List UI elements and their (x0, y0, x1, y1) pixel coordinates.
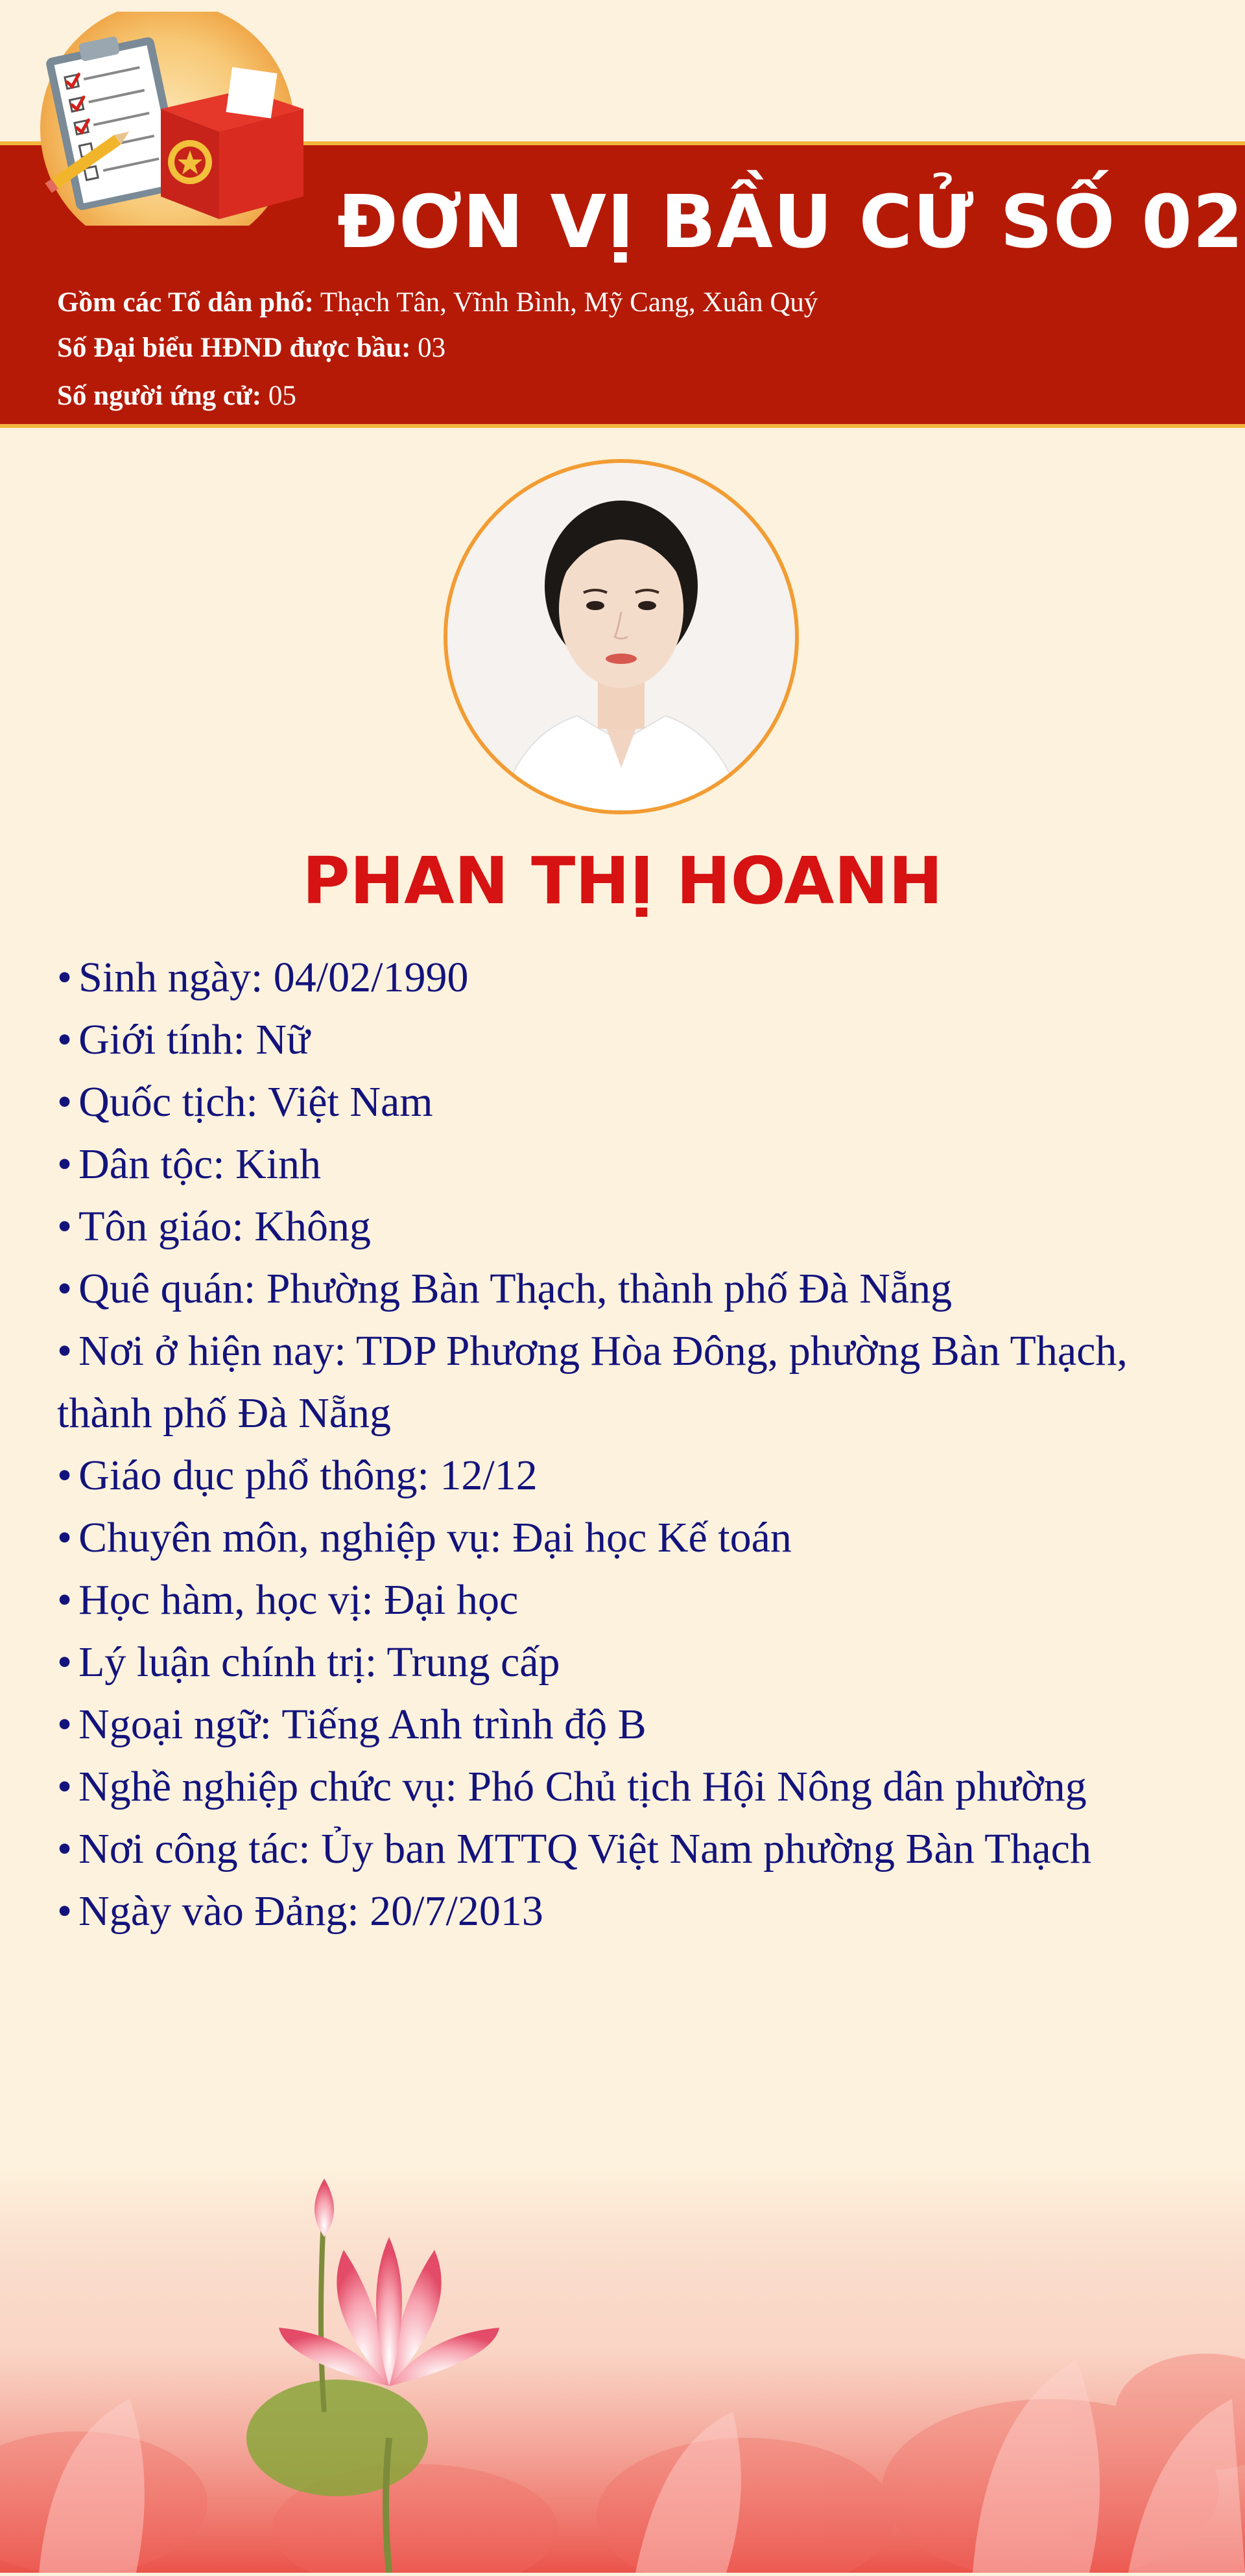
delegates-value: 03 (418, 333, 446, 363)
bullet: • (57, 1140, 73, 1188)
bullet: • (57, 1763, 73, 1810)
detail-political-theory: • Lý luận chính trị: Trung cấp (57, 1638, 560, 1686)
bullet: • (57, 1701, 73, 1748)
delegates-label: Số Đại biểu HĐND được bầu: (57, 333, 411, 363)
bullet: • (57, 954, 73, 1001)
header-title: ĐƠN VỊ BẦU CỬ SỐ 02 (337, 180, 1244, 265)
detail-birth-date: • Sinh ngày: 04/02/1990 (57, 954, 469, 1001)
candidates-value: 05 (268, 381, 296, 411)
candidate-details-list (57, 947, 1224, 1943)
residential-groups-line (57, 287, 818, 318)
bullet: • (57, 1452, 73, 1499)
detail-nationality: • Quốc tịch: Việt Nam (57, 1078, 433, 1126)
detail-ethnicity: • Dân tộc: Kinh (57, 1140, 322, 1188)
bullet: • (57, 1576, 73, 1624)
detail-occupation-position: • Nghề nghiệp chức vụ: Phó Chủ tịch Hội Nông dân phường (57, 1763, 1087, 1810)
detail-academic-degree: • Học hàm, học vị: Đại học (57, 1576, 519, 1624)
detail-current-residence: • Nơi ở hiện nay: TDP Phương Hòa Đông, phường Bàn Thạch, thành phố Đà Nẵng (57, 1327, 1128, 1437)
residential-groups-value: Thạch Tân, Vĩnh Bình, Mỹ Cang, Xuân Quý (320, 287, 818, 318)
bullet: • (57, 1078, 73, 1126)
candidate-portrait (444, 459, 799, 814)
bullet: • (57, 1327, 73, 1375)
bullet: • (57, 1638, 73, 1686)
ballot-box-icon (31, 12, 303, 226)
detail-workplace: • Nơi công tác: Ủy ban MTTQ Việt Nam phường Bàn Thạch (57, 1825, 1091, 1873)
detail-foreign-language: • Ngoại ngữ: Tiếng Anh trình độ B (57, 1701, 646, 1748)
detail-general-education: • Giáo dục phổ thông: 12/12 (57, 1452, 538, 1499)
detail-gender: • Giới tính: Nữ (57, 1016, 310, 1063)
detail-hometown: • Quê quán: Phường Bàn Thạch, thành phố Đà Nẵng (57, 1265, 953, 1312)
bullet: • (57, 1887, 73, 1935)
lotus-decoration (0, 2166, 1245, 2573)
detail-party-admission-date: • Ngày vào Đảng: 20/7/2013 (57, 1887, 543, 1935)
candidates-label: Số người ứng cử: (57, 381, 262, 411)
bullet: • (57, 1265, 73, 1312)
detail-religion: • Tôn giáo: Không (57, 1203, 372, 1250)
candidate-name: PHAN THỊ HOANH (302, 843, 943, 919)
delegates-line (57, 332, 445, 364)
bullet: • (57, 1514, 73, 1561)
candidates-line (57, 380, 296, 412)
bullet: • (57, 1203, 73, 1250)
bullet: • (57, 1825, 73, 1873)
residential-groups-label: Gồm các Tổ dân phố: (57, 287, 314, 318)
bullet: • (57, 1016, 73, 1063)
detail-profession: • Chuyên môn, nghiệp vụ: Đại học Kế toán (57, 1514, 792, 1561)
